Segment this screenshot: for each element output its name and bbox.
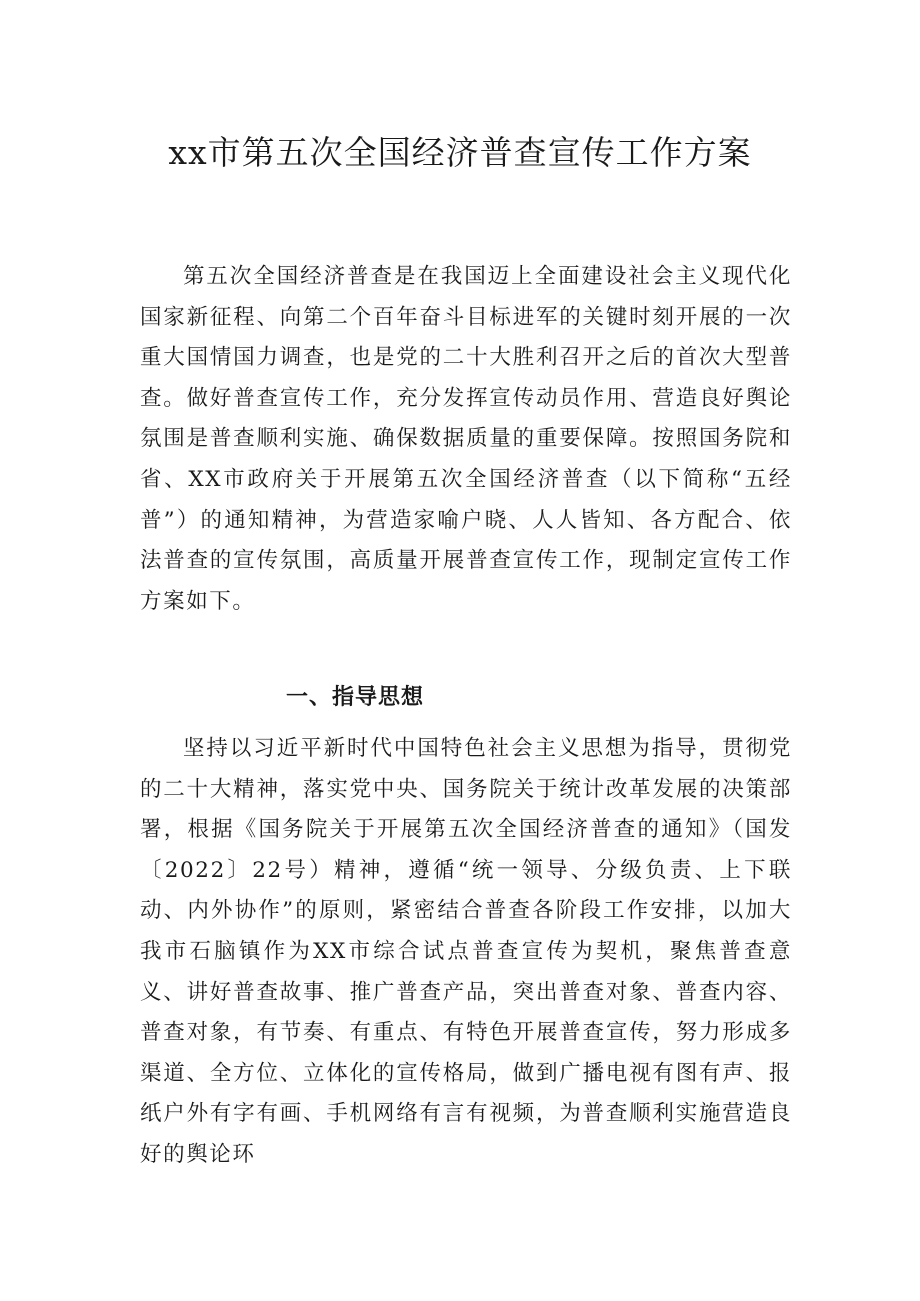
section-heading-guiding-ideology: 一、指导思想 xyxy=(286,685,425,710)
intro-paragraph: 第五次全国经济普查是在我国迈上全面建设社会主义现代化国家新征程、向第二个百年奋斗目标进军的关键时刻开展的一次重大国情国力调查，也是党的二十大胜利召开之后的首次大型普查。做好普查宣传工作，充分发挥宣传动员作用、营造良好舆论氛围是普查顺利实施、确保数据质量的重要保障。按照国务院和省、XX市政府关于开展第五次全国经济普查（以下简称“五经普”）的通知精神，为营造家喻户晓、人人皆知、各方配合、依法普查的宣传氛围，高质量开展普查宣传工作，现制定宣传工作方案如下。 xyxy=(140,264,792,614)
section-paragraph-guiding-ideology: 坚持以习近平新时代中国特色社会主义思想为指导，贯彻党的二十大精神，落实党中央、国务院关于统计改革发展的决策部署，根据《国务院关于开展第五次全国经济普查的通知》（国发〔2022〕22号）精神，遵循“统一领导、分级负责、上下联动、内外协作”的原则，紧密结合普查各阶段工作安排，以加大我市石脑镇作为XX市综合试点普查宣传为契机，聚焦普查意义、讲好普查故事、推广普查产品，突出普查对象、普查内容、普查对象，有节奏、有重点、有特色开展普查宣传，努力形成多渠道、全方位、立体化的宣传格局，做到广播电视有图有声、报纸户外有字有画、手机网络有言有视频，为普查顺利实施营造良好的舆论环 xyxy=(140,736,792,1167)
document-title: xx市第五次全国经济普查宣传工作方案 xyxy=(168,133,752,172)
